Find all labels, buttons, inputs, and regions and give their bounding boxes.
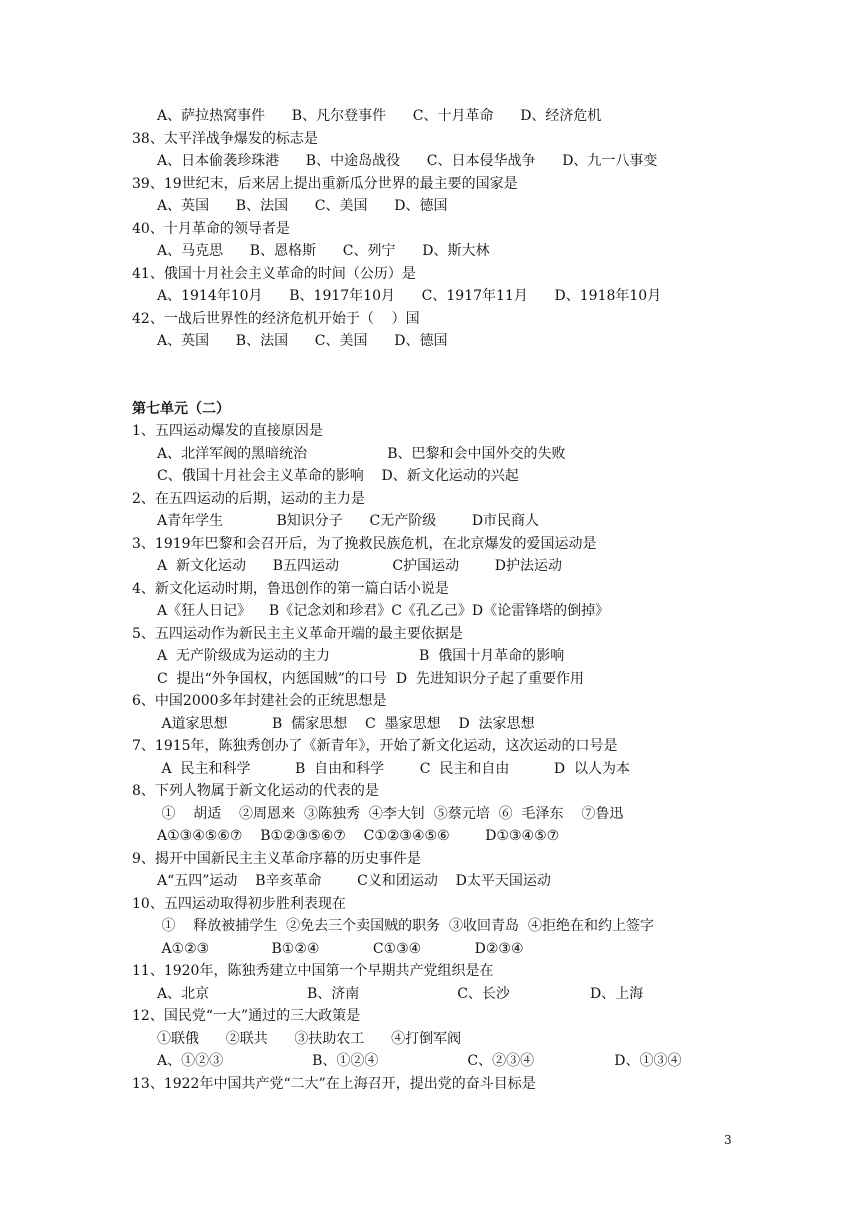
question-text: 42、一战后世界性的经济危机开始于（ ）国: [132, 311, 420, 327]
option-text: A、日本偷袭珍珠港 B、中途岛战役 C、日本侵华战争 D、九一八事变: [157, 153, 658, 169]
option-text: A道家思想 B 儒家思想 C 墨家思想 D 法家思想: [157, 716, 535, 732]
option-text: A①②③ B①②④ C①③④ D②③④: [157, 941, 524, 957]
question-text: 8、下列人物属于新文化运动的代表的是: [132, 783, 379, 799]
question-text: 10、五四运动取得初步胜利表现在: [132, 896, 346, 912]
question-text: 6、中国2000多年封建社会的正统思想是: [132, 693, 387, 709]
option-text: A、马克思 B、恩格斯 C、列宁 D、斯大林: [157, 243, 490, 259]
question-text: 7、1915年，陈独秀创办了《新青年》，开始了新文化运动，这次运动的口号是: [132, 738, 618, 754]
question-text: 11、1920年，陈独秀建立中国第一个早期共产党组织是在: [132, 963, 494, 979]
option-text: ①联俄 ②联共 ③扶助农工 ④打倒军阀: [157, 1031, 462, 1047]
option-text: A、北洋军阀的黑暗统治 B、巴黎和会中国外交的失败: [157, 446, 566, 462]
option-text: A、萨拉热窝事件 B、凡尔登事件 C、十月革命 D、经济危机: [157, 108, 602, 124]
option-text: A、英国 B、法国 C、美国 D、德国: [157, 198, 448, 214]
option-text: A①③④⑤⑥⑦ B①②③⑤⑥⑦ C①②③④⑤⑥ D①③④⑤⑦: [157, 828, 560, 844]
option-text: A 民主和科学 B 自由和科学 C 民主和自由 D 以人为本: [157, 761, 630, 777]
option-text: C、俄国十月社会主义革命的影响 D、新文化运动的兴起: [157, 468, 519, 484]
option-text: A 新文化运动 B五四运动 C护国运动 D护法运动: [157, 558, 562, 574]
question-text: 39、19世纪末，后来居上提出重新瓜分世界的最主要的国家是: [132, 176, 518, 192]
option-text: ① 胡适 ②周恩来 ③陈独秀 ④李大钊 ⑤蔡元培 ⑥ 毛泽东 ⑦鲁迅: [157, 806, 624, 822]
option-text: A《狂人日记》 B《记念刘和珍君》C《孔乙己》D《论雷锋塔的倒掉》: [157, 603, 610, 619]
question-text: 38、太平洋战争爆发的标志是: [132, 131, 318, 147]
question-text: 40、十月革命的领导者是: [132, 221, 290, 237]
question-text: 41、俄国十月社会主义革命的时间（公历）是: [132, 266, 416, 282]
option-text: A、①②③ B、①②④ C、②③④ D、①③④: [157, 1053, 682, 1069]
question-text: 2、在五四运动的后期，运动的主力是: [132, 491, 365, 507]
option-text: A、1914年10月 B、1917年10月 C、1917年11月 D、1918年10月: [157, 288, 662, 304]
section-heading: 第七单元（二）: [132, 401, 230, 417]
question-text: 13、1922年中国共产党“二大”在上海召开，提出党的奋斗目标是: [132, 1076, 536, 1092]
option-text: A、英国 B、法国 C、美国 D、德国: [157, 333, 448, 349]
question-text: 5、五四运动作为新民主主义革命开端的最主要依据是: [132, 626, 463, 642]
option-text: A、北京 B、济南 C、长沙 D、上海: [157, 986, 644, 1002]
option-text: A 无产阶级成为运动的主力 B 俄国十月革命的影响: [157, 648, 565, 664]
question-text: 12、国民党“一大”通过的三大政策是: [132, 1008, 361, 1024]
question-text: 3、1919年巴黎和会召开后，为了挽救民族危机，在北京爆发的爱国运动是: [132, 536, 597, 552]
page-number: 3: [724, 1133, 732, 1147]
option-text: C 提出“外争国权，内惩国贼”的口号 D 先进知识分子起了重要作用: [157, 671, 584, 687]
option-text: ① 释放被捕学生 ②免去三个卖国贼的职务 ③收回青岛 ④拒绝在和约上签字: [157, 918, 654, 934]
question-text: 1、五四运动爆发的直接原因是: [132, 423, 323, 439]
option-text: A“五四”运动 B辛亥革命 C义和团运动 D太平天国运动: [157, 873, 551, 889]
question-text: 9、揭开中国新民主主义革命序幕的历史事件是: [132, 851, 421, 867]
question-text: 4、新文化运动时期，鲁迅创作的第一篇白话小说是: [132, 581, 449, 597]
option-text: A青年学生 B知识分子 C无产阶级 D市民商人: [157, 513, 540, 529]
